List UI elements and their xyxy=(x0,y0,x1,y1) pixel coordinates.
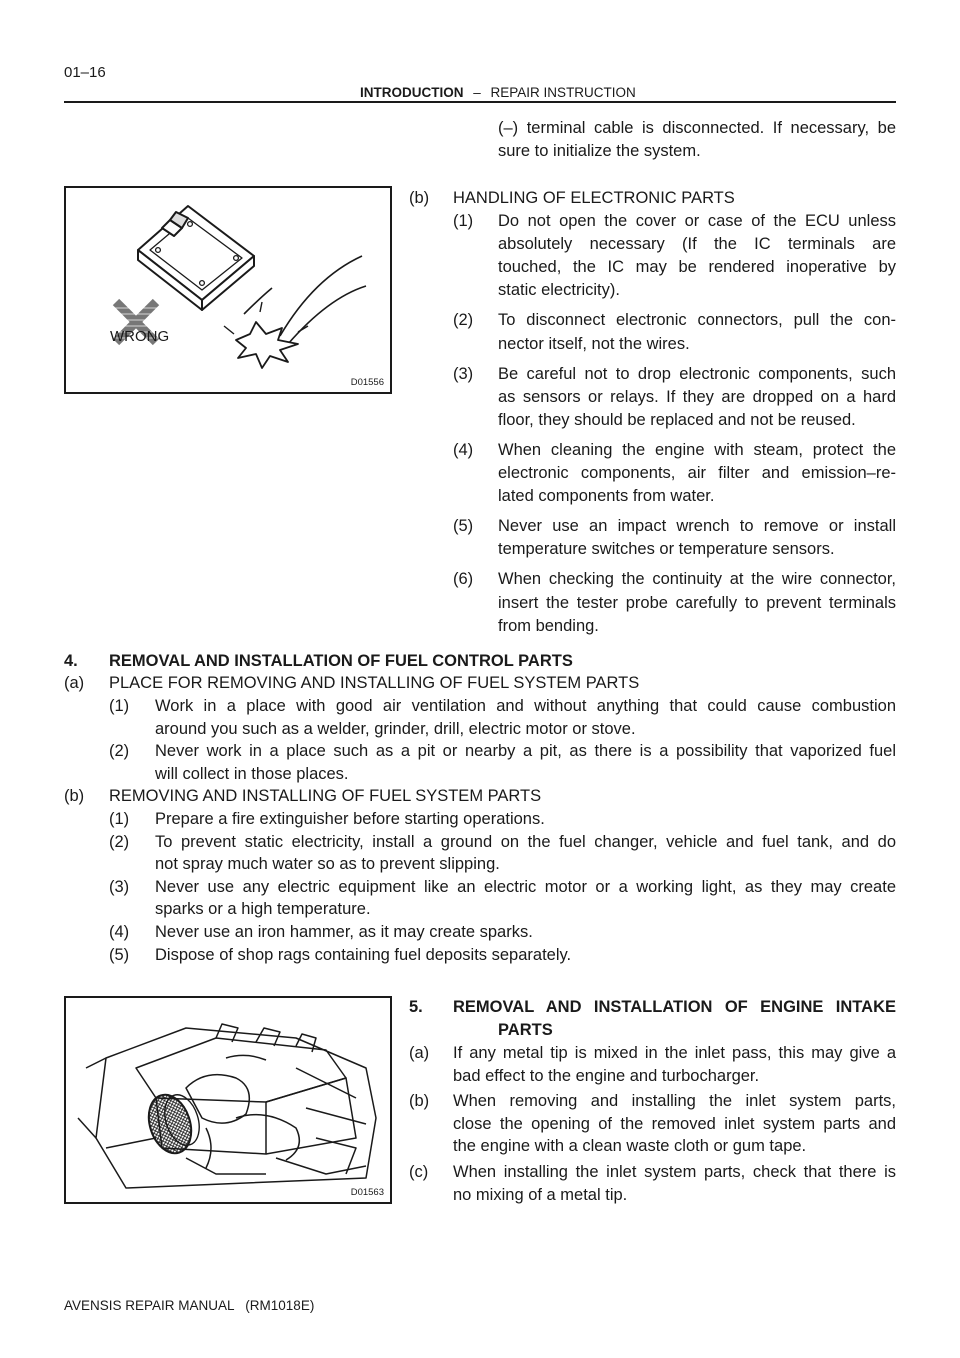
item-text-line: Dispose of shop rags containing fuel deposits separately. xyxy=(155,945,572,964)
figure-engine-intake xyxy=(64,996,392,1204)
wrong-label: WRONG xyxy=(110,328,170,345)
item-text-line: temperature switches or temperature sensors. xyxy=(498,540,835,559)
item-text-line: lated components from water. xyxy=(498,487,715,506)
item-text-line: Never use an impact wrench to remove or install xyxy=(498,517,896,536)
item-number: (2) xyxy=(109,742,130,761)
item-text-line: from bending. xyxy=(498,616,599,635)
item-number: (1) xyxy=(109,810,130,828)
item-number: (1) xyxy=(453,212,474,230)
running-header xyxy=(360,85,636,100)
continuation-line: (–) terminal cable is disconnected. If necessary, be xyxy=(498,119,896,137)
item-number: (5) xyxy=(109,945,130,964)
item-text-line: When removing and installing the inlet system parts, xyxy=(453,1092,896,1111)
item-text-line: insert the tester probe carefully to prevent terminals xyxy=(498,593,896,612)
section-title: REMOVAL AND INSTALLATION OF FUEL CONTROL PARTS xyxy=(109,652,573,670)
item-text-line: no mixing of a metal tip. xyxy=(453,1185,628,1204)
item-text-line: Prepare a fire extinguisher before starting operations. xyxy=(155,810,545,828)
item-text-line: sparks or a high temperature. xyxy=(155,900,371,919)
subsection-title: HANDLING OF ELECTRONIC PARTS xyxy=(453,189,735,207)
item-text-line: When installing the inlet system parts, check that there is xyxy=(453,1163,896,1181)
item-text-line: nector itself, not the wires. xyxy=(498,334,690,353)
subsection-marker: (a) xyxy=(64,674,85,692)
figure-ecu-drop xyxy=(64,186,392,394)
item-number: (c) xyxy=(409,1163,429,1181)
section-title: REMOVAL AND INSTALLATION OF ENGINE INTAKE xyxy=(453,998,896,1016)
item-text-line: To disconnect electronic connectors, pull the con- xyxy=(498,311,896,330)
ecu-drop-illustration xyxy=(66,188,390,392)
item-text-line: touched, the IC may be rendered inoperative by xyxy=(498,258,896,277)
item-number: (4) xyxy=(453,440,474,459)
item-text-line: When checking the continuity at the wire connector, xyxy=(498,570,896,589)
item-text-line: close the opening of the removed inlet system parts and xyxy=(453,1114,896,1133)
item-text-line: static electricity). xyxy=(498,281,620,300)
item-number: (b) xyxy=(409,1092,430,1111)
figure-code: D01563 xyxy=(350,1187,384,1198)
item-number: (2) xyxy=(453,311,474,330)
item-text-line: Never use any electric equipment like an electric motor or a working light, as they may create xyxy=(155,877,896,896)
item-text-line: will collect in those places. xyxy=(155,764,349,783)
figure-code: D01556 xyxy=(350,377,384,388)
item-text-line: floor, they should be replaced and not be reused. xyxy=(498,410,856,429)
continuation-line: sure to initialize the system. xyxy=(498,142,701,160)
item-text-line: Work in a place with good air ventilation and without anything that could cause combustion xyxy=(155,697,896,715)
item-number: (4) xyxy=(109,923,130,941)
header-section: INTRODUCTION xyxy=(360,85,464,100)
item-text-line: the engine with a clean waste cloth or gum tape. xyxy=(453,1137,807,1156)
header-separator: – xyxy=(473,85,481,100)
section-number: 4. xyxy=(64,652,78,670)
item-number: (3) xyxy=(109,877,130,896)
section-title: PARTS xyxy=(498,1021,553,1039)
item-text-line: Never use an iron hammer, as it may create sparks. xyxy=(155,923,533,941)
item-text-line: If any metal tip is mixed in the inlet pass, this may give a xyxy=(453,1044,896,1062)
page-number: 01–16 xyxy=(64,64,106,81)
item-number: (5) xyxy=(453,517,474,536)
item-text-line: To prevent static electricity, install a ground on the fuel changer, vehicle and fuel tank, and do xyxy=(155,832,896,851)
item-number: (a) xyxy=(409,1044,430,1062)
subsection-title: PLACE FOR REMOVING AND INSTALLING OF FUEL SYSTEM PARTS xyxy=(109,674,640,692)
subsection-title: REMOVING AND INSTALLING OF FUEL SYSTEM PARTS xyxy=(109,787,542,805)
footer-manual: AVENSIS REPAIR MANUAL (RM1018E) xyxy=(64,1298,315,1313)
subsection-marker: (b) xyxy=(409,189,430,207)
item-text-line: absolutely necessary (If the IC terminals are xyxy=(498,235,896,254)
item-text-line: electronic components, air filter and emission–re- xyxy=(498,464,896,482)
item-text-line: Be careful not to drop electronic components, such xyxy=(498,364,896,383)
section-number: 5. xyxy=(409,998,423,1016)
item-number: (1) xyxy=(109,697,130,715)
item-text-line: bad effect to the engine and turbocharger. xyxy=(453,1066,760,1085)
subsection-marker: (b) xyxy=(64,787,85,805)
item-text-line: not spray much water so as to prevent slipping. xyxy=(155,855,500,874)
item-text-line: around you such as a welder, grinder, drill, electric motor or stove. xyxy=(155,719,636,738)
engine-intake-illustration xyxy=(66,998,390,1202)
item-text-line: When cleaning the engine with steam, protect the xyxy=(498,440,896,459)
item-text-line: Never work in a place such as a pit or nearby a pit, as there is a possibility that vaporized fuel xyxy=(155,742,896,761)
item-number: (6) xyxy=(453,570,474,589)
header-subsection: REPAIR INSTRUCTION xyxy=(490,85,636,100)
item-number: (2) xyxy=(109,832,130,851)
item-text-line: Do not open the cover or case of the ECU unless xyxy=(498,212,896,230)
item-text-line: as sensors or relays. If they are dropped on a hard xyxy=(498,387,896,406)
item-number: (3) xyxy=(453,364,474,383)
header-rule xyxy=(64,101,896,103)
